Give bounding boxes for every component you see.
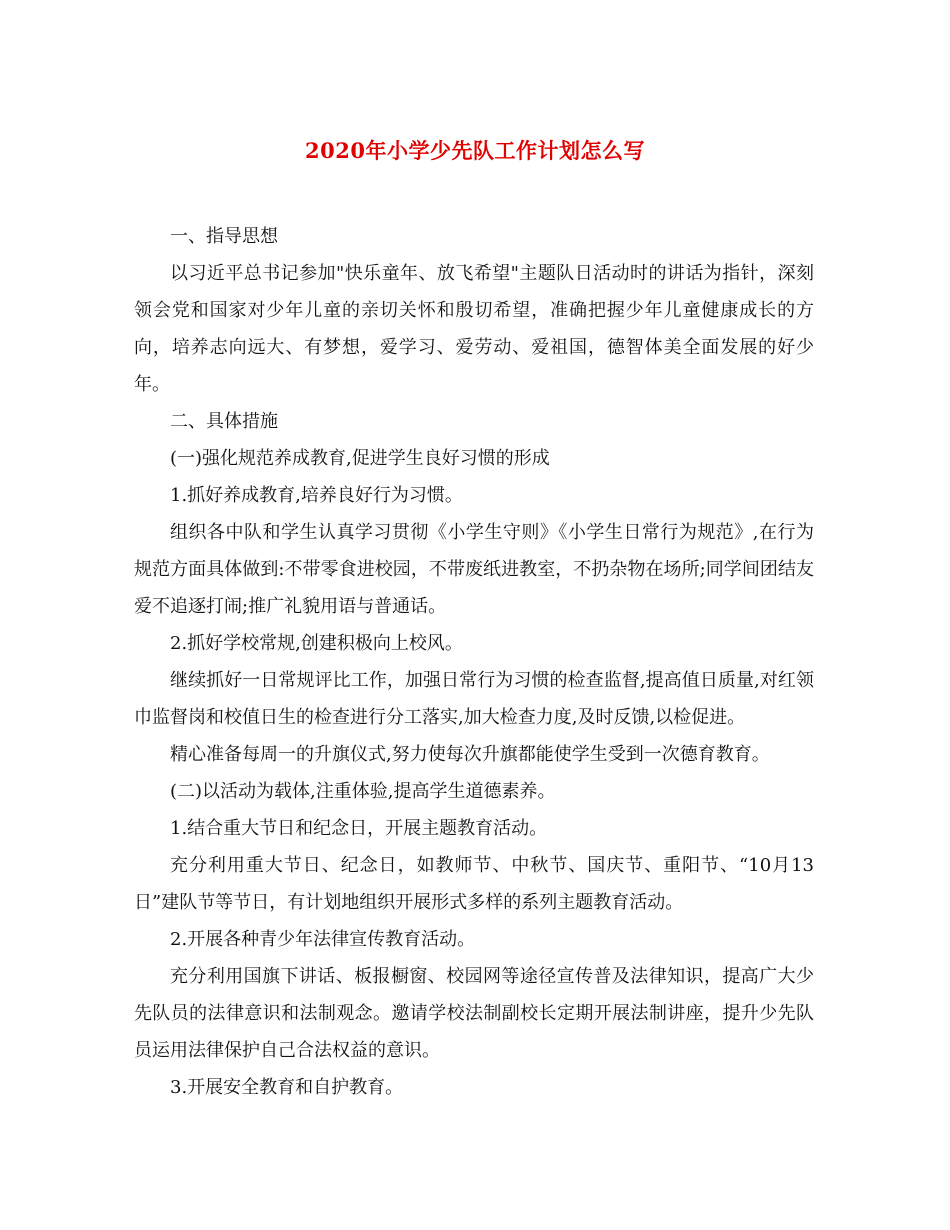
item-activity-3: 3.开展安全教育和自护教育。 xyxy=(170,1077,404,1098)
heading-guiding-ideology: 一、指导思想 xyxy=(170,226,278,247)
paragraph-activity-1: 充分利用重大节日、纪念日，如教师节、中秋节、国庆节、重阳节、“10月13日”建队节等节日，有计划地组织开展形式多样的系列主题教育活动。 xyxy=(134,855,814,913)
paragraph-flag-ceremony: 精心准备每周一的升旗仪式,努力使每次升旗都能使学生受到一次德育教育。 xyxy=(170,744,770,765)
paragraph-habit-2: 继续抓好一日常规评比工作，加强日常行为习惯的检查监督,提高值日质量,对红领巾监督岗和校值日生的检查进行分工落实,加大检查力度,及时反馈,以检促进。 xyxy=(134,670,814,728)
item-habit-2: 2.抓好学校常规,创建积极向上校风。 xyxy=(170,633,463,654)
item-activity-2: 2.开展各种青少年法律宣传教育活动。 xyxy=(170,929,476,950)
subheading-activities: (二)以活动为载体,注重体验,提高学生道德素养。 xyxy=(170,781,556,802)
item-activity-1: 1.结合重大节日和纪念日，开展主题教育活动。 xyxy=(170,818,548,839)
subheading-habit-education: (一)强化规范养成教育,促进学生良好习惯的形成 xyxy=(170,448,550,469)
paragraph-activity-2: 充分利用国旗下讲话、板报橱窗、校园网等途径宣传普及法律知识，提高广大少先队员的法律意识和法制观念。邀请学校法制副校长定期开展法制讲座，提升少先队员运用法律保护自己合法权益的意识。 xyxy=(134,966,814,1061)
document-title: 2020年小学少先队工作计划怎么写 xyxy=(305,138,645,163)
item-habit-1: 1.抓好养成教育,培养良好行为习惯。 xyxy=(170,485,463,506)
document-body xyxy=(134,218,814,1106)
paragraph-habit-1: 组织各中队和学生认真学习贯彻《小学生守则》《小学生日常行为规范》,在行为规范方面具体做到:不带零食进校园，不带废纸进教室，不扔杂物在场所;同学间团结友爱不追逐打闹;推广礼貌用语与普通话。 xyxy=(134,522,814,617)
heading-specific-measures: 二、具体措施 xyxy=(170,411,278,432)
paragraph-guiding-ideology: 以习近平总书记参加"快乐童年、放飞希望"主题队日活动时的讲话为指针，深刻领会党和国家对少年儿童的亲切关怀和殷切希望，准确把握少年儿童健康成长的方向，培养志向远大、有梦想，爱学习、爱劳动、爱祖国，德智体美全面发展的好少年。 xyxy=(134,263,814,395)
